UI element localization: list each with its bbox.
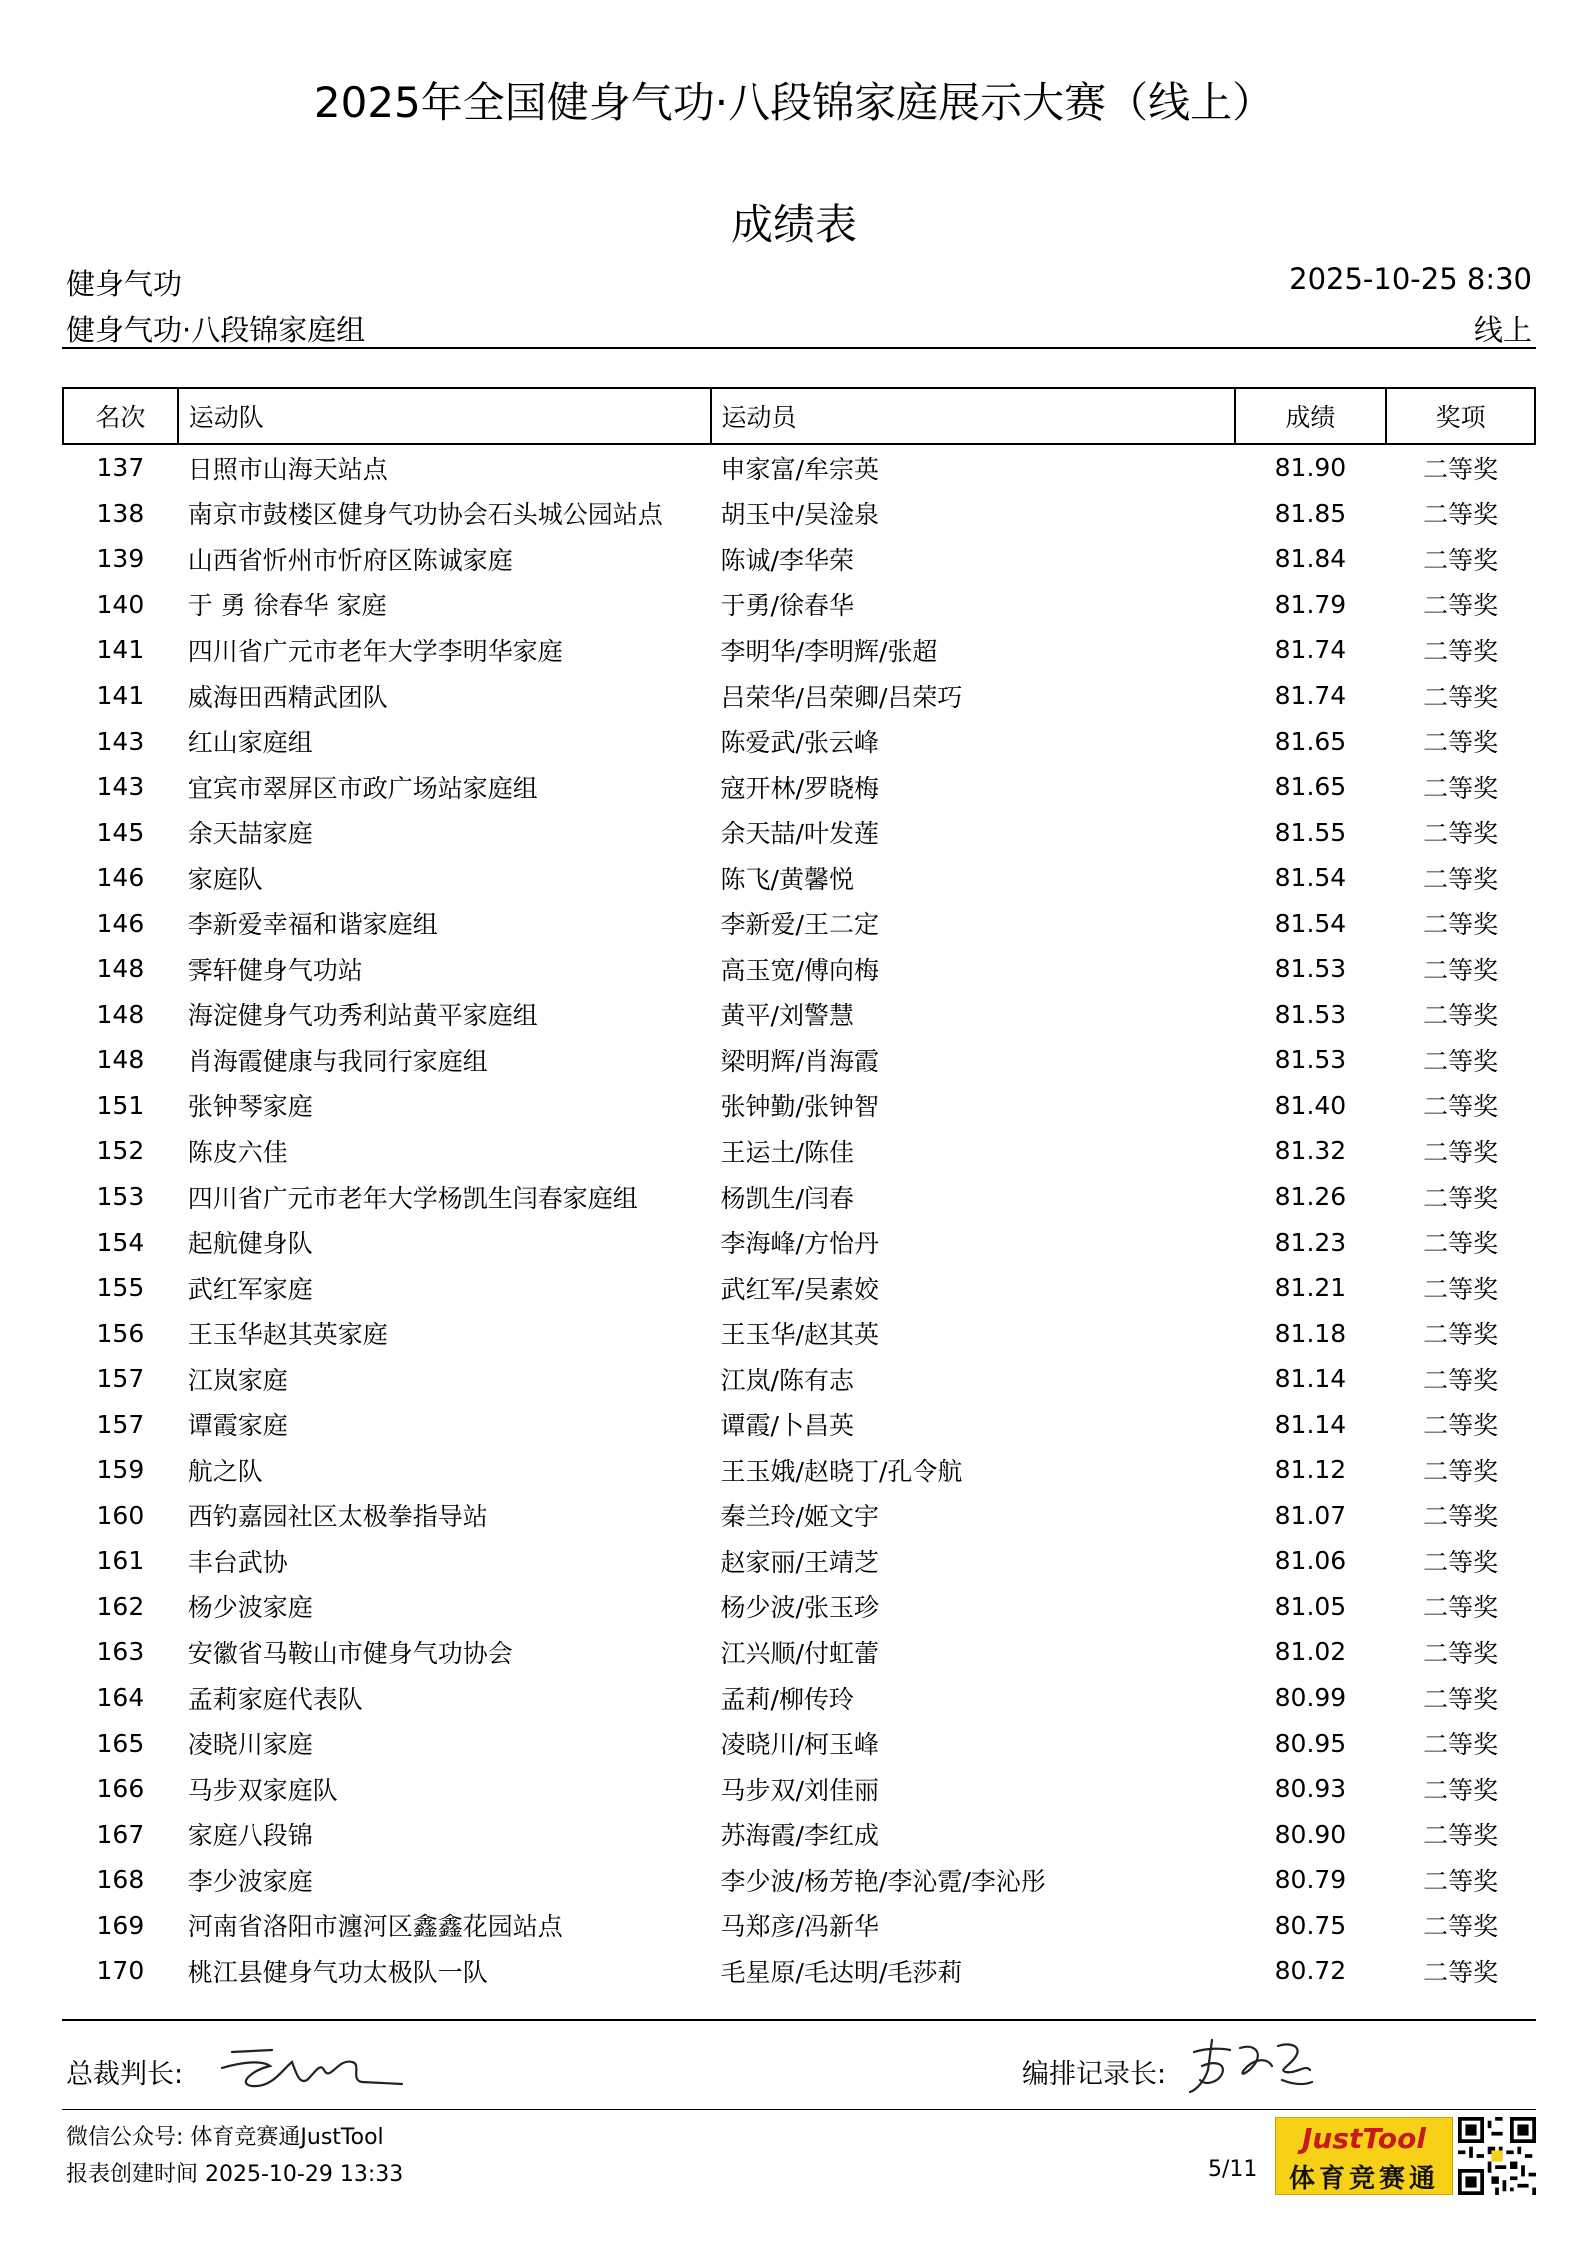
team-cell: 于 勇 徐春华 家庭	[187, 591, 387, 621]
rank-cell: 157	[96, 1409, 145, 1439]
rank-cell: 138	[96, 498, 145, 528]
page-subtitle: 成绩表	[730, 200, 857, 249]
award-cell: 二等奖	[1423, 1912, 1499, 1942]
team-cell: 河南省洛阳市瀍河区鑫鑫花园站点	[187, 1912, 563, 1942]
score-cell: 81.85	[1274, 498, 1347, 528]
rank-cell: 162	[96, 1591, 145, 1621]
athletes-cell: 赵家丽/王靖芝	[720, 1547, 879, 1577]
team-cell: 家庭八段锦	[187, 1821, 313, 1851]
table-row	[63, 1356, 1535, 1402]
table-row	[63, 855, 1535, 901]
award-cell: 二等奖	[1423, 1411, 1499, 1441]
rank-cell: 154	[96, 1227, 145, 1257]
recorder-signature	[1182, 2030, 1322, 2100]
qr-code-icon	[1458, 2117, 1536, 2195]
event-venue: 线上	[1473, 313, 1532, 347]
score-cell: 81.65	[1274, 772, 1347, 802]
rank-cell: 156	[96, 1318, 145, 1348]
rank-cell: 153	[96, 1182, 145, 1212]
award-cell: 二等奖	[1423, 1001, 1499, 1031]
athletes-cell: 李新爱/王二定	[720, 910, 879, 940]
table-row	[63, 1766, 1535, 1812]
award-cell: 二等奖	[1423, 1137, 1499, 1167]
table-row	[63, 673, 1535, 719]
rank-cell: 143	[96, 772, 145, 802]
score-cell: 80.95	[1274, 1728, 1347, 1758]
team-cell: 家庭队	[187, 864, 263, 894]
score-cell: 81.14	[1274, 1364, 1347, 1394]
rank-cell: 151	[96, 1090, 145, 1120]
score-cell: 81.12	[1274, 1455, 1347, 1485]
athletes-cell: 李少波/杨芳艳/李沁霓/李沁彤	[720, 1866, 1046, 1896]
event-group: 健身气功·八段锦家庭组	[66, 313, 366, 347]
page-number: 5/11	[1208, 2157, 1258, 2182]
column-header-award: 奖项	[1386, 388, 1535, 444]
score-cell: 81.40	[1274, 1090, 1347, 1120]
team-cell: 四川省广元市老年大学李明华家庭	[187, 636, 563, 666]
table-row	[63, 1401, 1535, 1447]
team-cell: 霁轩健身气功站	[187, 955, 363, 985]
table-row	[63, 1493, 1535, 1539]
column-header-team: 运动队	[178, 388, 711, 444]
rank-cell: 165	[96, 1728, 145, 1758]
event-datetime: 2025-10-25 8:30	[1289, 262, 1532, 296]
team-cell: 李新爱幸福和谐家庭组	[187, 910, 438, 940]
score-cell: 80.79	[1274, 1865, 1347, 1895]
table-row	[63, 444, 1535, 491]
table-row	[63, 1538, 1535, 1584]
score-cell: 81.53	[1274, 999, 1347, 1029]
column-header-score: 成绩	[1235, 388, 1387, 444]
score-cell: 81.53	[1274, 954, 1347, 984]
award-cell: 二等奖	[1423, 1547, 1499, 1577]
score-cell: 81.54	[1274, 908, 1347, 938]
table-row	[63, 809, 1535, 855]
rank-cell: 155	[96, 1273, 145, 1303]
award-cell: 二等奖	[1423, 1183, 1499, 1213]
results-table	[62, 387, 1536, 1994]
rank-cell: 148	[96, 1045, 145, 1075]
table-row	[63, 1811, 1535, 1857]
logo-brand-text: JustTool	[1302, 2122, 1426, 2155]
team-cell: 江岚家庭	[187, 1365, 288, 1395]
page-title: 2025年全国健身气功·八段锦家庭展示大赛（线上）	[313, 78, 1275, 127]
table-row	[63, 1128, 1535, 1174]
column-header-rank: 名次	[63, 388, 178, 444]
team-cell: 海淀健身气功秀利站黄平家庭组	[187, 1001, 538, 1031]
athletes-cell: 李海峰/方怡丹	[720, 1229, 879, 1259]
athletes-cell: 江岚/陈有志	[720, 1365, 854, 1395]
score-cell: 80.90	[1274, 1819, 1347, 1849]
athletes-cell: 凌晓川/柯玉峰	[720, 1730, 879, 1760]
score-cell: 80.99	[1274, 1683, 1347, 1713]
table-row	[63, 1174, 1535, 1220]
athletes-cell: 孟莉/柳传玲	[720, 1684, 854, 1714]
award-cell: 二等奖	[1423, 500, 1499, 530]
rank-cell: 146	[96, 863, 145, 893]
rank-cell: 139	[96, 544, 145, 574]
award-cell: 二等奖	[1423, 819, 1499, 849]
score-cell: 81.54	[1274, 863, 1347, 893]
athletes-cell: 于勇/徐春华	[720, 591, 854, 621]
table-row	[63, 1083, 1535, 1129]
rank-cell: 167	[96, 1819, 145, 1849]
rank-cell: 160	[96, 1500, 145, 1530]
chief-judge-signature	[212, 2040, 412, 2100]
table-row	[63, 1265, 1535, 1311]
justtool-logo	[1275, 2117, 1453, 2195]
award-cell: 二等奖	[1423, 1821, 1499, 1851]
table-row	[63, 536, 1535, 582]
award-cell: 二等奖	[1423, 1684, 1499, 1714]
team-cell: 孟莉家庭代表队	[187, 1684, 363, 1714]
award-cell: 二等奖	[1423, 1730, 1499, 1760]
award-cell: 二等奖	[1423, 1320, 1499, 1350]
athletes-cell: 谭霞/卜昌英	[720, 1411, 854, 1441]
table-row	[63, 1584, 1535, 1630]
athletes-cell: 江兴顺/付虹蕾	[720, 1638, 879, 1668]
team-cell: 王玉华赵其英家庭	[187, 1320, 388, 1350]
sport-label: 健身气功	[66, 267, 183, 301]
score-cell: 81.06	[1274, 1546, 1347, 1576]
athletes-cell: 秦兰玲/姬文宇	[720, 1502, 879, 1532]
athletes-cell: 陈诚/李华荣	[720, 545, 854, 575]
athletes-cell: 王运土/陈佳	[720, 1137, 854, 1167]
team-cell: 航之队	[187, 1456, 263, 1486]
table-row	[63, 1903, 1535, 1949]
score-cell: 81.02	[1274, 1637, 1347, 1667]
table-row	[63, 1219, 1535, 1265]
score-cell: 81.53	[1274, 1045, 1347, 1075]
rank-cell: 169	[96, 1910, 145, 1940]
athletes-cell: 黄平/刘警慧	[720, 1001, 854, 1031]
award-cell: 二等奖	[1423, 1502, 1499, 1532]
score-cell: 80.75	[1274, 1910, 1347, 1940]
team-cell: 安徽省马鞍山市健身气功协会	[187, 1638, 513, 1668]
table-row	[63, 992, 1535, 1038]
award-cell: 二等奖	[1423, 1046, 1499, 1076]
table-row	[63, 1447, 1535, 1493]
score-cell: 81.74	[1274, 635, 1347, 665]
award-cell: 二等奖	[1423, 1229, 1499, 1259]
team-cell: 桃江县健身气功太极队一队	[187, 1957, 488, 1987]
award-cell: 二等奖	[1423, 864, 1499, 894]
table-row	[63, 627, 1535, 673]
score-cell: 81.07	[1274, 1500, 1347, 1530]
score-cell: 81.74	[1274, 681, 1347, 710]
athletes-cell: 陈爱武/张云峰	[720, 728, 879, 758]
award-cell: 二等奖	[1423, 1365, 1499, 1395]
footer-created-time: 报表创建时间 2025-10-29 13:33	[66, 2162, 404, 2187]
rank-cell: 141	[96, 635, 145, 665]
rank-cell: 148	[96, 999, 145, 1029]
athletes-cell: 苏海霞/李红成	[720, 1821, 879, 1851]
rank-cell: 141	[96, 681, 145, 710]
score-cell: 81.90	[1274, 453, 1347, 483]
table-row	[63, 491, 1535, 537]
award-cell: 二等奖	[1423, 1638, 1499, 1668]
table-row	[63, 1720, 1535, 1766]
award-cell: 二等奖	[1423, 454, 1499, 484]
athletes-cell: 余天喆/叶发莲	[720, 819, 879, 849]
table-row	[63, 582, 1535, 628]
athletes-cell: 王玉华/赵其英	[720, 1320, 879, 1350]
table-row	[63, 900, 1535, 946]
table-row	[63, 1948, 1535, 1994]
table-bottom-divider	[62, 2019, 1536, 2021]
table-row	[63, 1675, 1535, 1721]
athletes-cell: 吕荣华/吕荣卿/吕荣巧	[720, 682, 963, 712]
team-cell: 四川省广元市老年大学杨凯生闫春家庭组	[187, 1183, 638, 1213]
rank-cell: 152	[96, 1136, 145, 1166]
athletes-cell: 申家富/牟宗英	[720, 454, 879, 484]
logo-chinese-text: 体育竞赛通	[1288, 2164, 1439, 2194]
footer-wechat: 微信公众号: 体育竞赛通JustTool	[66, 2125, 384, 2150]
award-cell: 二等奖	[1423, 728, 1499, 758]
score-cell: 81.26	[1274, 1182, 1347, 1212]
table-row	[63, 1857, 1535, 1903]
score-cell: 81.79	[1274, 589, 1347, 619]
team-cell: 马步双家庭队	[187, 1775, 338, 1805]
team-cell: 谭霞家庭	[187, 1411, 288, 1441]
athletes-cell: 陈飞/黄馨悦	[720, 864, 854, 894]
team-cell: 李少波家庭	[187, 1866, 313, 1896]
table-body	[63, 444, 1535, 1994]
team-cell: 西钓嘉园社区太极拳指导站	[187, 1502, 488, 1532]
award-cell: 二等奖	[1423, 955, 1499, 985]
table-row	[63, 946, 1535, 992]
rank-cell: 164	[96, 1683, 145, 1713]
athletes-cell: 高玉宽/傅向梅	[720, 955, 879, 985]
rank-cell: 170	[96, 1956, 145, 1986]
award-cell: 二等奖	[1423, 773, 1499, 803]
score-cell: 81.55	[1274, 817, 1347, 847]
team-cell: 起航健身队	[187, 1229, 313, 1259]
award-cell: 二等奖	[1423, 1092, 1499, 1122]
team-cell: 肖海霞健康与我同行家庭组	[187, 1046, 488, 1076]
score-cell: 81.05	[1274, 1591, 1347, 1621]
team-cell: 凌晓川家庭	[187, 1730, 313, 1760]
chief-judge-label: 总裁判长:	[66, 2059, 184, 2090]
award-cell: 二等奖	[1423, 545, 1499, 575]
team-cell: 威海田西精武团队	[187, 682, 388, 712]
score-cell: 81.21	[1274, 1273, 1347, 1303]
score-cell: 80.93	[1274, 1774, 1347, 1804]
rank-cell: 168	[96, 1865, 145, 1895]
athletes-cell: 张钟勤/张钟智	[720, 1092, 879, 1122]
rank-cell: 159	[96, 1455, 145, 1485]
team-cell: 红山家庭组	[187, 728, 313, 758]
award-cell: 二等奖	[1423, 910, 1499, 940]
award-cell: 二等奖	[1423, 682, 1499, 712]
score-cell: 81.14	[1274, 1409, 1347, 1439]
score-cell: 80.72	[1274, 1956, 1347, 1986]
rank-cell: 143	[96, 726, 145, 756]
award-cell: 二等奖	[1423, 1775, 1499, 1805]
score-cell: 81.84	[1274, 544, 1347, 574]
athletes-cell: 杨少波/张玉珍	[720, 1593, 879, 1623]
team-cell: 武红军家庭	[187, 1274, 313, 1304]
table-row	[63, 1310, 1535, 1356]
athletes-cell: 马郑彦/冯新华	[720, 1912, 879, 1942]
rank-cell: 140	[96, 589, 145, 619]
award-cell: 二等奖	[1423, 1456, 1499, 1486]
team-cell: 宜宾市翠屏区市政广场站家庭组	[187, 773, 538, 803]
table-header-row	[63, 388, 1535, 444]
score-cell: 81.32	[1274, 1136, 1347, 1166]
team-cell: 丰台武协	[187, 1547, 288, 1577]
table-row	[63, 1629, 1535, 1675]
header-divider	[62, 347, 1536, 349]
rank-cell: 145	[96, 817, 145, 847]
rank-cell: 157	[96, 1364, 145, 1394]
athletes-cell: 武红军/吴素姣	[720, 1274, 879, 1304]
rank-cell: 166	[96, 1774, 145, 1804]
score-cell: 81.18	[1274, 1318, 1347, 1348]
table-row	[63, 1037, 1535, 1083]
team-cell: 山西省忻州市忻府区陈诚家庭	[187, 545, 513, 575]
table-row	[63, 764, 1535, 810]
score-cell: 81.23	[1274, 1227, 1347, 1257]
rank-cell: 161	[96, 1546, 145, 1576]
award-cell: 二等奖	[1423, 591, 1499, 621]
award-cell: 二等奖	[1423, 1274, 1499, 1304]
rank-cell: 163	[96, 1637, 145, 1667]
athletes-cell: 马步双/刘佳丽	[720, 1775, 879, 1805]
athletes-cell: 杨凯生/闫春	[720, 1183, 854, 1213]
athletes-cell: 王玉娥/赵晓丁/孔令航	[720, 1456, 963, 1486]
athletes-cell: 毛星原/毛达明/毛莎莉	[720, 1957, 963, 1987]
rank-cell: 148	[96, 954, 145, 984]
award-cell: 二等奖	[1423, 1866, 1499, 1896]
award-cell: 二等奖	[1423, 1593, 1499, 1623]
column-header-athletes: 运动员	[711, 388, 1235, 444]
team-cell: 张钟琴家庭	[187, 1092, 313, 1122]
athletes-cell: 胡玉中/吴淦泉	[720, 500, 879, 530]
award-cell: 二等奖	[1423, 1957, 1499, 1987]
athletes-cell: 梁明辉/肖海霞	[720, 1046, 879, 1076]
award-cell: 二等奖	[1423, 636, 1499, 666]
team-cell: 杨少波家庭	[187, 1593, 313, 1623]
team-cell: 陈皮六佳	[187, 1137, 288, 1167]
athletes-cell: 寇开林/罗晓梅	[720, 773, 879, 803]
team-cell: 日照市山海天站点	[187, 454, 388, 484]
rank-cell: 137	[96, 453, 145, 483]
athletes-cell: 李明华/李明辉/张超	[720, 636, 938, 666]
table-row	[63, 718, 1535, 764]
footer-divider	[62, 2109, 1536, 2110]
recorder-label: 编排记录长:	[1022, 2059, 1167, 2090]
team-cell: 余天喆家庭	[187, 819, 313, 849]
score-cell: 81.65	[1274, 726, 1347, 756]
rank-cell: 146	[96, 908, 145, 938]
team-cell: 南京市鼓楼区健身气功协会石头城公园站点	[187, 500, 663, 530]
